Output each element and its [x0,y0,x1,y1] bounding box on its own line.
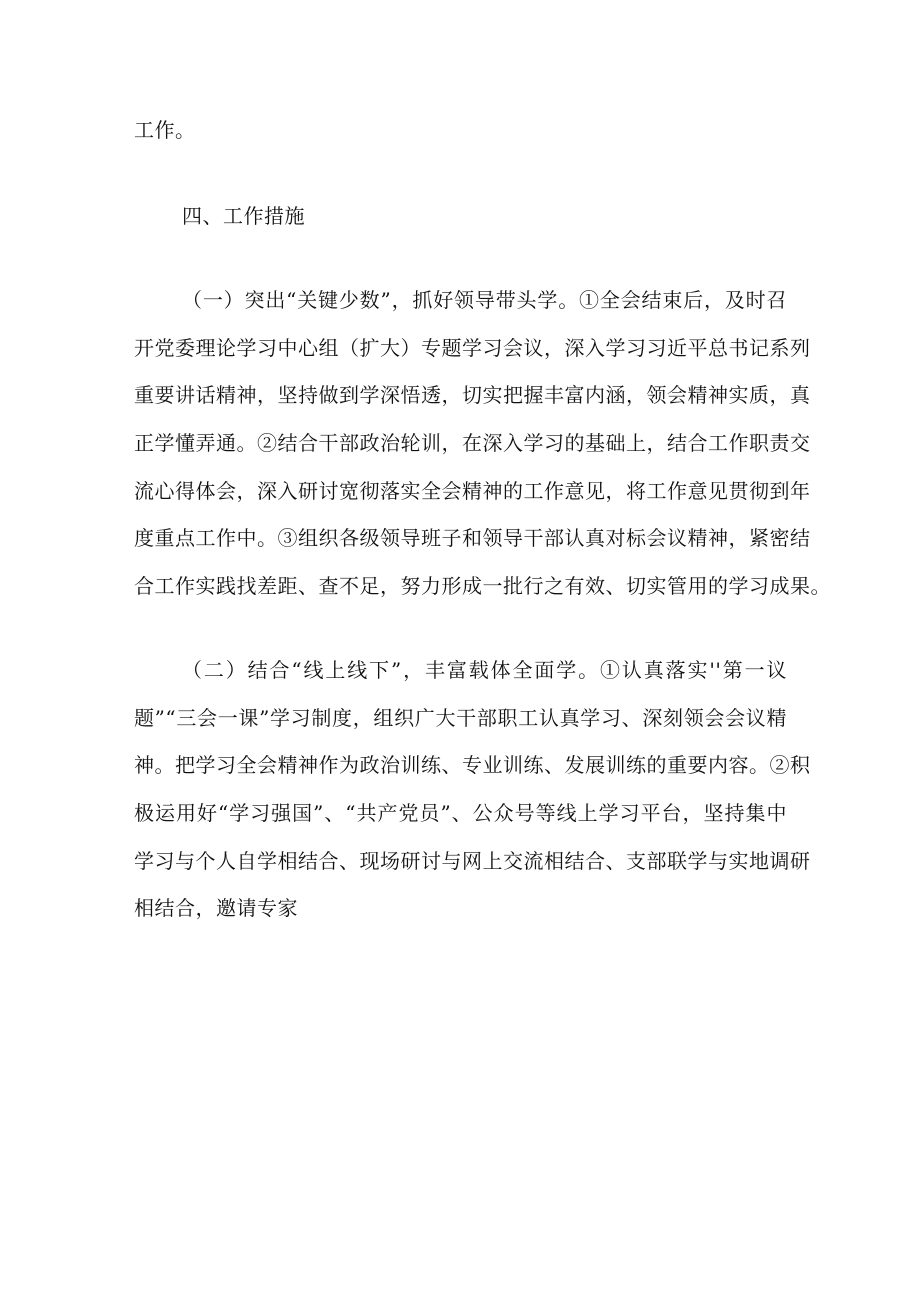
paragraph-1-line: 开党委理论学习中心组（扩大）专题学习会议，深入学习习近平总书记系列 [134,336,811,360]
paragraph-1-line: 流心得体会，深入研讨宽彻落实全会精神的工作意见，将工作意见贯彻到年 [134,479,811,503]
paragraph-1-line: 重要讲话精神，坚持做到学深悟透，切实把握丰富内涵，领会精神实质，真 [134,383,811,407]
paragraph-2-line: 极运用好“学习强国”、“共产党员”、公众号等线上学习平台，坚持集中 [134,801,787,825]
section-heading: 四、工作措施 [182,204,305,228]
paragraph-1-line: （一）突出“关键少数”，抓好领导带头学。①全会结束后，及时召 [182,288,787,312]
paragraph-2-line: 学习与个人自学相结合、现场研讨与网上交流相结合、支部联学与实地调研 [134,849,811,873]
intro-tail-text: 工作。 [134,118,196,142]
paragraph-1-line: 正学懂弄通。②结合干部政治轮训，在深入学习的基础上，结合工作职责交 [134,431,811,455]
paragraph-2-line: 题”“三会一课”学习制度，组织广大干部职工认真学习、深刻领会会议精 [134,706,787,730]
paragraph-2-line: 相结合，邀请专家 [134,896,298,920]
paragraph-2-line: 神。把学习全会精神作为政治训练、专业训练、发展训练的重要内容。②积 [134,753,811,777]
paragraph-2-line: （二）结合“线上线下”，丰富载体全面学。①认真落实''第一议 [182,658,787,682]
paragraph-1-line: 合工作实践找差距、查不足，努力形成一批行之有效、切实管用的学习成果。 [134,574,831,598]
paragraph-1-line: 度重点工作中。③组织各级领导班子和领导干部认真对标会议精神，紧密结 [134,526,811,550]
